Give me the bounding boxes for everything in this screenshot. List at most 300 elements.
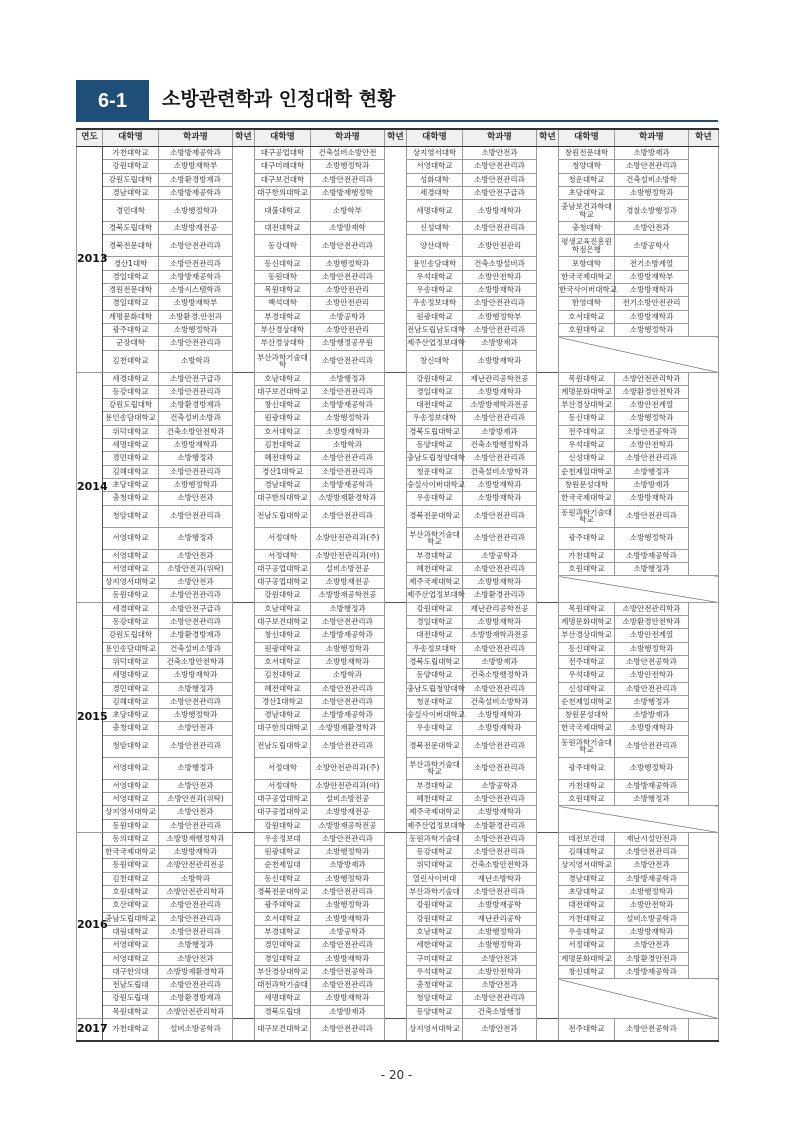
department-name: 소방방재과 — [463, 337, 537, 350]
university-name: 세명대학교 — [407, 200, 463, 222]
department-name: 소방방재과 — [463, 655, 537, 668]
grade-cell — [385, 899, 407, 912]
grade-cell — [233, 655, 255, 668]
university-name: 우송정보대학 — [407, 297, 463, 310]
department-name: 소방행정학과 — [615, 412, 689, 425]
university-name: 제주국제대학교 — [407, 576, 463, 589]
university-name: 숭실사이버대학교 — [407, 709, 463, 722]
university-name: 순천제일대 — [255, 859, 311, 872]
department-name: 소방환경관리과 — [463, 819, 537, 832]
department-name: 소방안전관리과 — [311, 1019, 385, 1042]
department-name: 설비소방전공 — [311, 792, 385, 805]
table-row — [77, 270, 719, 283]
grade-cell — [385, 576, 407, 589]
department-name: 소방방재학과 — [159, 846, 233, 859]
department-name: 소방방재과 — [463, 425, 537, 438]
department-name: 소방행정학과 — [311, 257, 385, 270]
university-name: 호원대학교 — [103, 886, 159, 899]
university-name: 상지영서대학교 — [103, 806, 159, 819]
university-name: 용인송담대학교 — [103, 412, 159, 425]
grade-cell — [689, 939, 719, 952]
university-name: 동원대학교 — [103, 859, 159, 872]
grade-cell — [233, 235, 255, 257]
grade-cell — [689, 372, 719, 385]
year-cell: 2013 — [77, 147, 103, 373]
department-name: 소방안전과 — [159, 576, 233, 589]
grade-cell — [233, 695, 255, 708]
grade-cell — [233, 735, 255, 757]
department-name: 소방안전과 — [159, 806, 233, 819]
department-name: 소방안전공학과 — [615, 425, 689, 438]
grade-cell — [233, 779, 255, 792]
grade-cell — [537, 505, 559, 527]
department-name: 소방안전관리과 — [159, 589, 233, 602]
university-name: 한영대학 — [559, 297, 615, 310]
university-name: 대구보건대학 — [255, 173, 311, 186]
university-name: 김해대학교 — [103, 695, 159, 708]
grade-cell — [537, 284, 559, 297]
grade-cell — [537, 186, 559, 199]
grade-cell — [385, 452, 407, 465]
university-name: 서영대학교 — [103, 792, 159, 805]
header-year: 연도 — [77, 129, 103, 147]
grade-cell — [537, 952, 559, 965]
university-name: 동강대학교 — [407, 846, 463, 859]
table-row — [77, 323, 719, 336]
grade-cell — [233, 642, 255, 655]
grade-cell — [233, 965, 255, 978]
grade-cell — [689, 186, 719, 199]
university-name: 광주대학교 — [103, 323, 159, 336]
department-name: 소방안전과 — [159, 492, 233, 505]
grade-cell — [385, 735, 407, 757]
table-row — [77, 160, 719, 173]
university-name: 세경대학교 — [103, 602, 159, 615]
department-name: 재난관리공학 — [463, 912, 537, 925]
department-name: 소방안전관리과 — [159, 337, 233, 350]
table-row — [77, 629, 719, 642]
grade-cell — [537, 173, 559, 186]
university-name: 부산경상대학교 — [559, 629, 615, 642]
department-name: 소방방재학과 — [463, 616, 537, 629]
department-name: 소방방재학과 — [311, 912, 385, 925]
department-name: 소방방재학과 — [311, 655, 385, 668]
grade-cell — [689, 722, 719, 735]
university-name: 창신대학교 — [255, 399, 311, 412]
grade-cell — [537, 912, 559, 925]
university-name: 충청대학교 — [103, 492, 159, 505]
table-row — [77, 492, 719, 505]
grade-cell — [385, 399, 407, 412]
grade-cell — [537, 642, 559, 655]
grade-cell — [385, 147, 407, 160]
department-name: 소방안전관리과 — [463, 452, 537, 465]
university-name: 부산과학기술대학 — [255, 350, 311, 372]
table-row — [77, 872, 719, 885]
grade-cell — [385, 270, 407, 283]
department-name: 소방안전관리과 — [463, 297, 537, 310]
grade-cell — [385, 859, 407, 872]
university-name: 세명대학교 — [255, 992, 311, 1005]
university-name: 대전대학교 — [407, 629, 463, 642]
university-name: 창원문성대학 — [559, 709, 615, 722]
university-name: 강원대학교 — [255, 589, 311, 602]
department-name: 소방방재공학전공 — [311, 819, 385, 832]
university-name: 경원전문대학 — [103, 284, 159, 297]
department-name: 소방방재학과전공 — [463, 629, 537, 642]
university-name: 신성대학 — [407, 222, 463, 235]
department-name: 소방안전관리과 — [159, 505, 233, 527]
department-name: 소방방재공학과 — [615, 779, 689, 792]
table-row — [77, 806, 719, 819]
university-name: 동양대학교 — [407, 439, 463, 452]
grade-cell — [537, 527, 559, 549]
grade-cell — [233, 1005, 255, 1018]
department-name: 소방방재과 — [311, 1005, 385, 1018]
university-name: 강원대학교 — [255, 819, 311, 832]
department-name: 소방안전관리과(주) — [311, 527, 385, 549]
table-row — [77, 616, 719, 629]
university-name: 동강대학 — [255, 235, 311, 257]
grade-cell — [537, 160, 559, 173]
grade-cell — [233, 492, 255, 505]
grade-cell — [689, 222, 719, 235]
department-name: 소방안전관리과 — [311, 616, 385, 629]
university-name: 상지영서대학교 — [103, 576, 159, 589]
department-name: 소방행정학과 — [311, 872, 385, 885]
grade-cell — [385, 337, 407, 350]
table-row — [77, 452, 719, 465]
university-name: 서영대학교 — [103, 939, 159, 952]
university-name: 목원대학교 — [559, 372, 615, 385]
department-name: 소방행정학과 — [311, 846, 385, 859]
department-name: 소방안전관리과 — [463, 173, 537, 186]
grade-cell — [537, 310, 559, 323]
grade-cell — [385, 872, 407, 885]
grade-cell — [537, 412, 559, 425]
table-row — [77, 925, 719, 938]
university-name: 경북전문대학 — [103, 235, 159, 257]
university-name: 우송대학교 — [407, 284, 463, 297]
university-name: 위덕대학교 — [103, 425, 159, 438]
grade-cell — [385, 952, 407, 965]
university-name: 혜전대학교 — [255, 682, 311, 695]
grade-cell — [385, 323, 407, 336]
grade-cell — [689, 478, 719, 491]
university-name: 한국사이버대학교 — [559, 284, 615, 297]
department-name: 설비소방전공 — [311, 562, 385, 575]
department-name: 소방행정학과 — [615, 757, 689, 779]
table-row — [77, 310, 719, 323]
university-name: 광주대학교 — [255, 899, 311, 912]
grade-cell — [537, 806, 559, 819]
university-name: 신성대학교 — [559, 452, 615, 465]
university-name: 서정대학교 — [559, 939, 615, 952]
department-name: 소방행정학과 — [615, 186, 689, 199]
grade-cell — [689, 562, 719, 575]
header-univ: 대학명 — [407, 129, 463, 147]
university-name: 경북도립대 — [255, 1005, 311, 1018]
grade-cell — [689, 655, 719, 668]
university-name: 한국국제대학교 — [559, 722, 615, 735]
university-name: 대구공업대학교 — [255, 792, 311, 805]
university-name: 충청대학교 — [407, 979, 463, 992]
university-name: 김천대학교 — [103, 872, 159, 885]
department-name: 소방안전관리과 — [159, 257, 233, 270]
department-name: 소방안전관리과 — [463, 757, 537, 779]
grade-cell — [689, 779, 719, 792]
university-name: 경일대학교 — [103, 270, 159, 283]
grade-cell — [233, 589, 255, 602]
university-name: 경북전문대학교 — [407, 735, 463, 757]
grade-cell — [385, 465, 407, 478]
year-cell: 2017 — [77, 1019, 103, 1042]
grade-cell — [689, 465, 719, 478]
university-name: 세명대학교 — [103, 669, 159, 682]
university-name: 강원도립대학 — [103, 629, 159, 642]
empty-slash-cell — [559, 979, 719, 1019]
department-name: 소방안전계열 — [615, 629, 689, 642]
department-name: 소방안전관리과 — [463, 527, 537, 549]
grade-cell — [385, 527, 407, 549]
university-name: 김해대학교 — [103, 465, 159, 478]
university-name: 경일대학교 — [255, 952, 311, 965]
department-name: 소방공학과 — [463, 549, 537, 562]
university-name: 강원대학교 — [407, 899, 463, 912]
university-name: 열린사이버대 — [407, 872, 463, 885]
grade-cell — [537, 452, 559, 465]
department-name: 재난시설안전과 — [615, 832, 689, 845]
header-dept: 학과명 — [463, 129, 537, 147]
university-name: 가천대학교 — [559, 912, 615, 925]
department-name: 소방안전관리과(주) — [311, 757, 385, 779]
grade-cell — [537, 939, 559, 952]
grade-cell — [233, 452, 255, 465]
grade-cell — [689, 284, 719, 297]
department-name: 소방안전관리과 — [463, 412, 537, 425]
grade-cell — [689, 505, 719, 527]
grade-cell — [385, 819, 407, 832]
university-name: 상지영서대학교 — [559, 859, 615, 872]
grade-cell — [385, 222, 407, 235]
grade-cell — [689, 602, 719, 615]
department-name: 소방방재전공 — [311, 806, 385, 819]
grade-cell — [385, 297, 407, 310]
grade-cell — [537, 872, 559, 885]
grade-cell — [689, 952, 719, 965]
department-name: 소방방재공학전공 — [311, 589, 385, 602]
grade-cell — [385, 779, 407, 792]
header-rule — [149, 120, 718, 122]
department-name: 소방안전관리과 — [159, 925, 233, 938]
table-row — [77, 439, 719, 452]
department-name: 소방행정공무원 — [311, 337, 385, 350]
department-name: 소방환경방재과 — [159, 629, 233, 642]
university-name: 호서대학교 — [255, 655, 311, 668]
department-name: 소방방재행정학 — [311, 186, 385, 199]
grade-cell — [385, 439, 407, 452]
university-name: 강원대학교 — [407, 912, 463, 925]
university-name: 동신대학교 — [255, 872, 311, 885]
grade-cell — [385, 709, 407, 722]
grade-cell — [689, 160, 719, 173]
department-name: 소방안전공학과 — [311, 965, 385, 978]
grade-cell — [385, 173, 407, 186]
department-name: 소방방재학과 — [463, 350, 537, 372]
department-name: 소방행정학과 — [615, 527, 689, 549]
grade-cell — [537, 478, 559, 491]
department-name: 소방안전관리전공 — [159, 859, 233, 872]
university-name: 경산1대학교 — [255, 695, 311, 708]
department-name: 소방안전관리과 — [159, 465, 233, 478]
university-name: 부산경상대학 — [255, 337, 311, 350]
department-name: 소방안전관리과 — [159, 819, 233, 832]
university-name: 동강대학교 — [103, 616, 159, 629]
grade-cell — [233, 832, 255, 845]
department-name: 소방학과 — [311, 439, 385, 452]
grade-cell — [689, 1019, 719, 1042]
department-name: 소방행정과 — [159, 757, 233, 779]
grade-cell — [385, 722, 407, 735]
department-name: 소방안전관리과 — [615, 735, 689, 757]
university-name: 한국국제대학교 — [559, 270, 615, 283]
university-name: 대전보건대 — [559, 832, 615, 845]
department-name: 소방행정학과 — [463, 925, 537, 938]
university-name: 혜전대학교 — [255, 452, 311, 465]
table-row — [77, 846, 719, 859]
university-name: 서정대학 — [255, 549, 311, 562]
department-name: 소방안전과(위탁) — [159, 562, 233, 575]
table-row — [77, 757, 719, 779]
department-name: 소방안전관리과 — [463, 992, 537, 1005]
university-name: 우송대학교 — [407, 492, 463, 505]
department-name: 소방행정학과 — [159, 323, 233, 336]
department-name: 소방안전관리과 — [311, 173, 385, 186]
department-name: 소방행정학과 — [159, 709, 233, 722]
university-name: 전남도립대학교 — [255, 735, 311, 757]
grade-cell — [233, 757, 255, 779]
university-name: 동원대학교 — [103, 819, 159, 832]
grade-cell — [689, 669, 719, 682]
department-name: 소방방재과 — [615, 147, 689, 160]
department-name: 소방방재학과 — [463, 722, 537, 735]
university-name: 김천대학교 — [255, 439, 311, 452]
university-name: 대전대학교 — [407, 399, 463, 412]
header-dept: 학과명 — [159, 129, 233, 147]
section-number: 6-1 — [76, 80, 149, 122]
empty-slash-cell — [559, 806, 719, 833]
department-name: 소방안전관리 — [463, 235, 537, 257]
university-name: 동양대학교 — [407, 1005, 463, 1018]
header-grade: 학년 — [233, 129, 255, 147]
university-name: 계명문화대학교 — [559, 616, 615, 629]
grade-cell — [689, 492, 719, 505]
university-name: 서영대학교 — [103, 527, 159, 549]
university-name: 세경대학 — [407, 186, 463, 199]
grade-cell — [385, 200, 407, 222]
department-name: 소방방재공학과 — [311, 709, 385, 722]
university-name: 가천대학교 — [103, 147, 159, 160]
table-row — [77, 682, 719, 695]
university-name: 계명문화대학 — [103, 310, 159, 323]
table-row — [77, 695, 719, 708]
grade-cell — [233, 602, 255, 615]
table-row — [77, 478, 719, 491]
department-name: 소방안전과 — [615, 859, 689, 872]
grade-cell — [689, 682, 719, 695]
table-row — [77, 412, 719, 425]
department-name: 소방안전관리과 — [311, 452, 385, 465]
university-name: 김천대학교 — [255, 669, 311, 682]
department-name: 소방방재학과 — [463, 492, 537, 505]
table-body — [77, 147, 719, 1042]
grade-cell — [537, 709, 559, 722]
grade-cell — [689, 425, 719, 438]
table-row — [77, 465, 719, 478]
grade-cell — [537, 350, 559, 372]
grade-cell — [689, 912, 719, 925]
department-name: 소방행정과 — [159, 939, 233, 952]
university-name: 서영대학교 — [103, 549, 159, 562]
grade-cell — [385, 284, 407, 297]
university-name: 대전과학기술대 — [255, 979, 311, 992]
grade-cell — [233, 439, 255, 452]
table-header-row — [77, 129, 719, 147]
university-name: 전주대학교 — [559, 655, 615, 668]
grade-cell — [689, 642, 719, 655]
university-name: 대구보건대학교 — [255, 616, 311, 629]
university-name: 호원대학교 — [559, 792, 615, 805]
university-name: 광주대학교 — [559, 757, 615, 779]
grade-cell — [537, 757, 559, 779]
department-name: 소방안전관리과 — [311, 235, 385, 257]
department-name: 소방방재행정학과 — [159, 832, 233, 845]
department-name: 소방안전관리과 — [463, 642, 537, 655]
university-name: 혜천대학교 — [407, 562, 463, 575]
department-name: 소방안전관리과 — [159, 695, 233, 708]
department-name: 소방안전과 — [463, 979, 537, 992]
university-name: 부경대학교 — [255, 925, 311, 938]
department-name: 소방안전과 — [159, 549, 233, 562]
department-name: 소방안전관리 — [311, 284, 385, 297]
university-name: 부경대학교 — [407, 779, 463, 792]
university-name: 상지영서대학교 — [407, 1019, 463, 1042]
empty-slash-cell — [559, 337, 719, 372]
university-name: 목원대학교 — [103, 1005, 159, 1018]
grade-cell — [689, 257, 719, 270]
university-name: 충남보건과학대학교 — [559, 200, 615, 222]
university-name: 서영대학교 — [407, 160, 463, 173]
department-name: 재난관리공학전공 — [463, 602, 537, 615]
department-name: 소방안전과 — [615, 222, 689, 235]
department-name: 건축설비소방학과 — [463, 695, 537, 708]
grade-cell — [537, 735, 559, 757]
grade-cell — [233, 819, 255, 832]
university-name: 경민대학교 — [103, 452, 159, 465]
grade-cell — [233, 899, 255, 912]
department-name: 소방환경방재과 — [159, 173, 233, 186]
table-row — [77, 297, 719, 310]
grade-cell — [385, 1019, 407, 1042]
grade-cell — [385, 642, 407, 655]
university-name: 대구공업대학교 — [255, 562, 311, 575]
department-name: 소방방재학과 — [463, 385, 537, 398]
university-name: 위덕대학교 — [407, 859, 463, 872]
university-name: 대구공업대학교 — [255, 806, 311, 819]
grade-cell — [385, 350, 407, 372]
department-name: 소방안전학과 — [615, 439, 689, 452]
department-name: 소방안전구급과 — [463, 186, 537, 199]
